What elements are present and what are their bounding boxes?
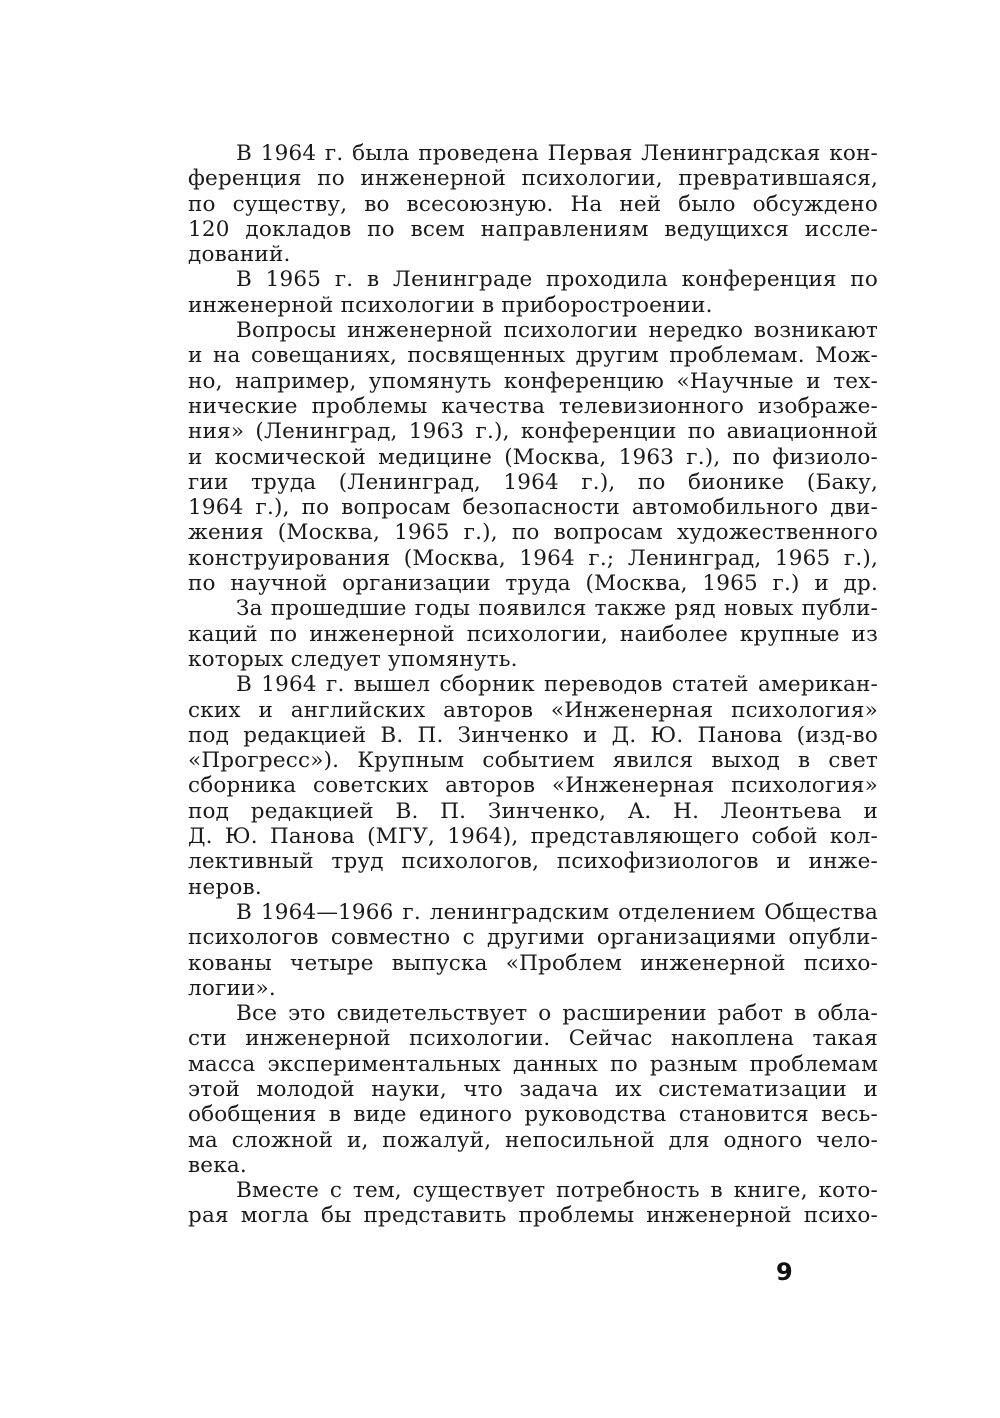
text-line: которых следует упомянуть. (188, 646, 518, 672)
text-line: века. (188, 1152, 247, 1178)
text-line: под редакцией В. П. Зинченко, А. Н. Леонтьева и (188, 798, 878, 824)
text-line: Вместе с тем, существует потребность в книге, кото- (236, 1178, 878, 1204)
text-line: инженерной психологии в приборостроении. (188, 292, 713, 318)
text-line: логии». (188, 975, 276, 1001)
page-number: 9 (776, 1258, 793, 1286)
text-line: обобщения в виде единого руководства становится весь- (188, 1102, 878, 1128)
text-line: ния» (Ленинград, 1963 г.), конференции по авиационной (188, 419, 878, 445)
text-line: В 1964 г. вышел сборник переводов статей американ- (236, 672, 878, 698)
text-line: В 1964 г. была проведена Первая Ленинградская кон- (236, 141, 878, 166)
text-line: 1964 г.), по вопросам безопасности автомобильного дви- (188, 495, 878, 521)
text-line: Вопросы инженерной психологии нередко возникают (236, 318, 878, 344)
body-text (188, 141, 878, 1229)
text-line: сти инженерной психологии. Сейчас накоплена такая (188, 1026, 878, 1052)
text-line: по существу, во всесоюзную. На ней было обсуждено (188, 191, 878, 217)
text-line: по научной организации труда (Москва, 1965 г.) и др. (188, 571, 878, 597)
text-line: и космической медицине (Москва, 1963 г.), по физиоло- (188, 444, 878, 470)
text-line: Все это свидетельствует о расширении работ в обла- (236, 1001, 878, 1027)
text-line: под редакцией В. П. Зинченко и Д. Ю. Панова (изд-во (188, 722, 878, 748)
text-line: и на совещаниях, посвященных другим проблемам. Мож- (188, 343, 878, 369)
text-line: но, например, упомянуть конференцию «Научные и тех- (188, 368, 878, 394)
text-line: В 1964—1966 г. ленинградским отделением Общества (236, 899, 878, 925)
text-line: неров. (188, 874, 262, 900)
text-line: каций по инженерной психологии, наиболее крупные из (188, 621, 878, 647)
text-line: нические проблемы качества телевизионного изображе- (188, 393, 878, 419)
text-line: кованы четыре выпуска «Проблем инженерной психо- (188, 950, 878, 976)
text-line: ференция по инженерной психологии, превратившаяся, (188, 166, 878, 192)
text-line: психологов совместно с другими организациями опубли- (188, 925, 878, 951)
text-line: За прошедшие годы появился также ряд новых публи- (236, 596, 878, 622)
text-line: В 1965 г. в Ленинграде проходила конференция по (236, 267, 878, 293)
text-line: дований. (188, 242, 291, 268)
text-line: жения (Москва, 1965 г.), по вопросам художественного (188, 520, 878, 546)
text-line: лективный труд психологов, психофизиологов и инже- (188, 849, 878, 875)
text-line: ма сложной и, пожалуй, непосильной для одного чело- (188, 1127, 878, 1153)
text-line: Д. Ю. Панова (МГУ, 1964), представляющего собой кол- (188, 824, 878, 850)
text-line: рая могла бы представить проблемы инженерной психо- (188, 1203, 878, 1229)
text-line: масса экспериментальных данных по разным проблемам (188, 1051, 878, 1077)
text-line: ских и английских авторов «Инженерная психология» (188, 697, 878, 723)
text-line: сборника советских авторов «Инженерная психология» (188, 773, 878, 799)
text-line: «Прогресс»). Крупным событием явился выход в свет (188, 748, 878, 774)
text-line: 120 докладов по всем направлениям ведущихся иссле- (188, 216, 878, 242)
text-line: конструирования (Москва, 1964 г.; Ленинград, 1965 г.), (188, 545, 878, 571)
text-line: этой молодой науки, что задача их систематизации и (188, 1076, 878, 1102)
text-line: гии труда (Ленинград, 1964 г.), по бионике (Баку, (188, 469, 878, 495)
